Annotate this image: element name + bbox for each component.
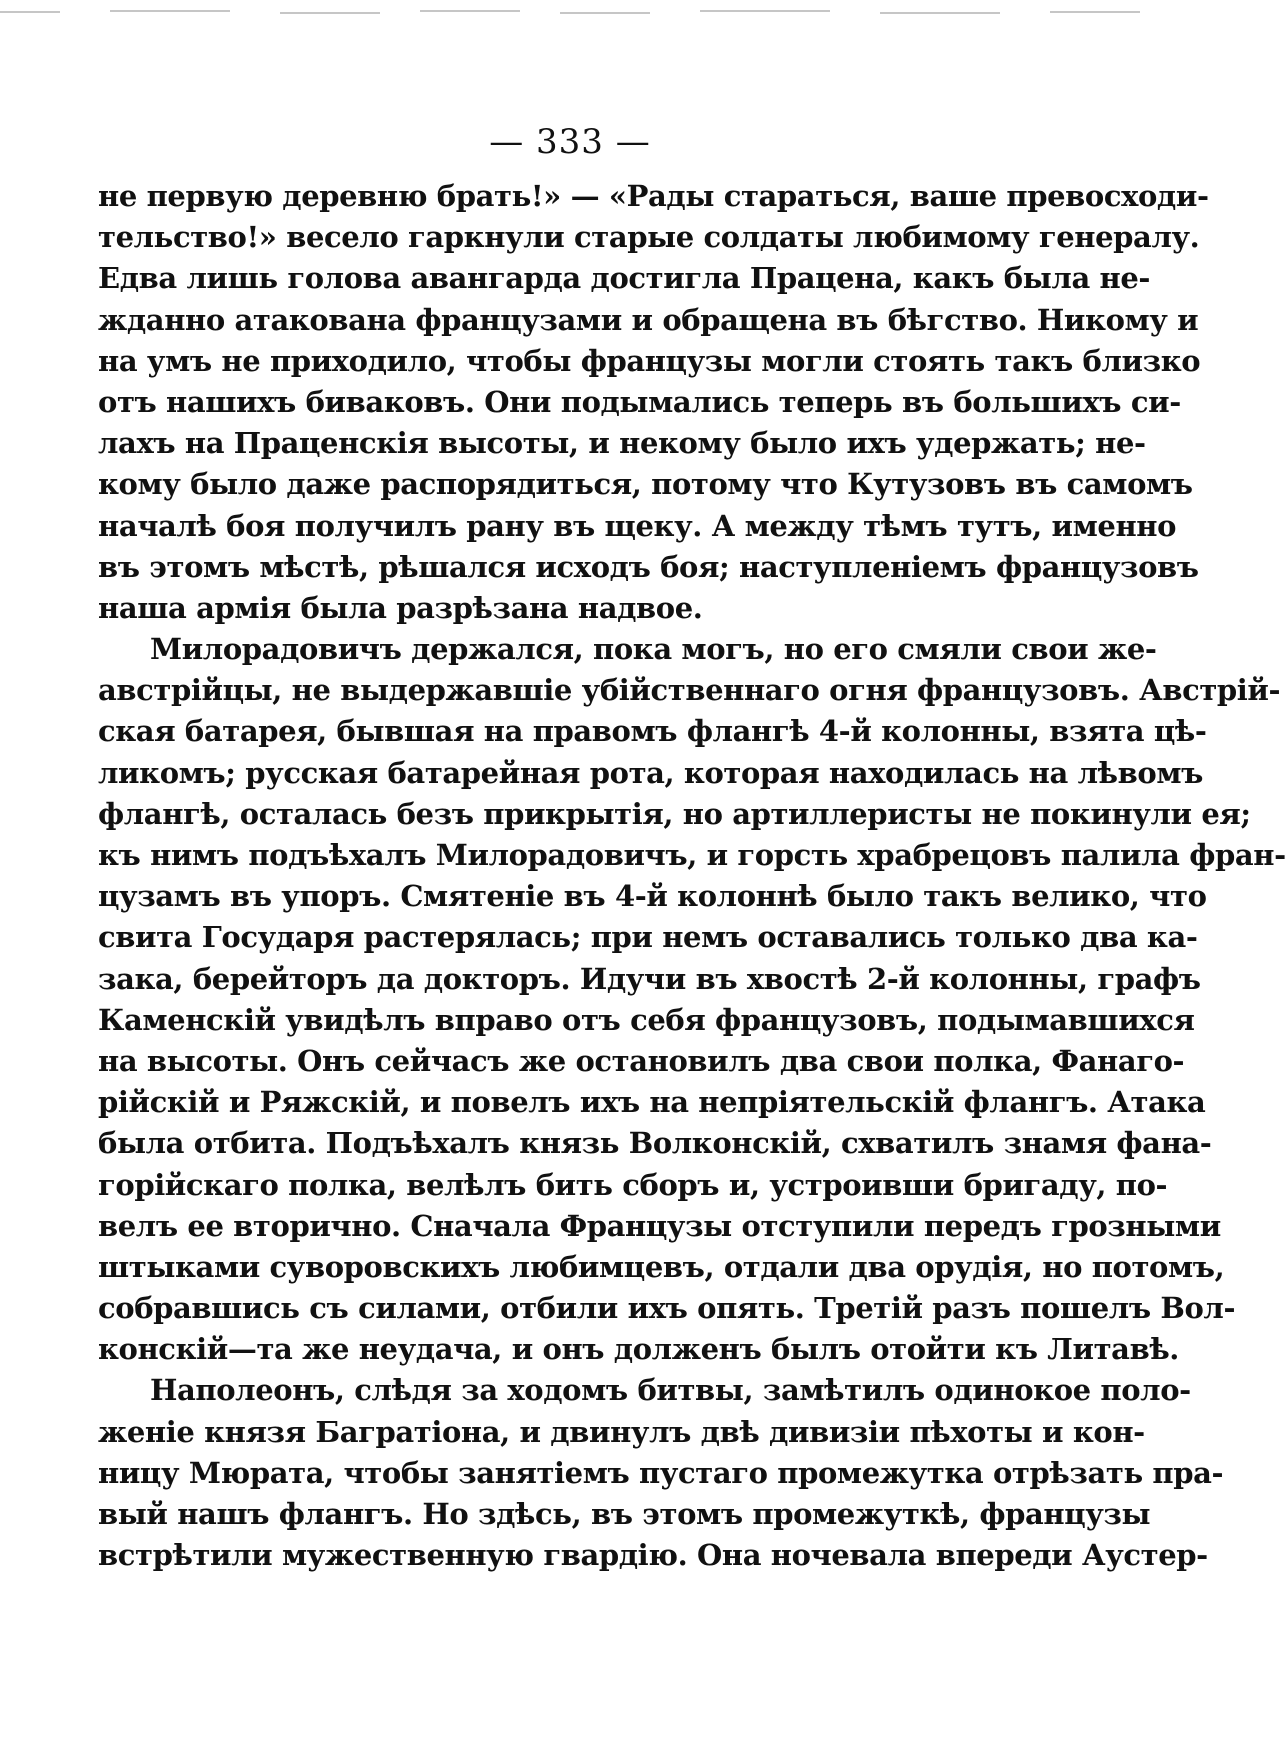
text-line: женіе князя Багратіона, и двинулъ двѣ дивизіи пѣхоты и кон- (98, 1414, 1145, 1449)
text-line: отъ нашихъ биваковъ. Они подымались теперь въ большихъ си- (98, 384, 1181, 419)
page-number: — 333 — (489, 122, 651, 162)
text-line: была отбита. Подъѣхалъ князь Волконскій, схватилъ знамя фана- (98, 1126, 1212, 1161)
paragraph-3 (98, 1370, 1224, 1576)
text-line: флангѣ, осталась безъ прикрытія, но артиллеристы не покинули ея; (98, 796, 1251, 831)
text-line: велъ ее вторично. Сначала Французы отступили передъ грозными (98, 1208, 1221, 1243)
text-line: на умъ не приходило, чтобы французы могли стоять такъ близко (98, 343, 1201, 378)
text-line: Милорадовичъ держался, пока могъ, но его смяли свои же- (150, 632, 1157, 667)
text-line: не первую деревню брать!» — «Рады стараться, ваше превосходи- (98, 179, 1209, 213)
text-line: къ нимъ подъѣхалъ Милорадовичъ, и горсть храбрецовъ палила фран- (98, 838, 1286, 872)
text-line: на высоты. Онъ сейчасъ же остановилъ два свои полка, Фанаго- (98, 1043, 1185, 1078)
text-line: лахъ на Праценскія высоты, и некому было ихъ удержать; не- (98, 426, 1146, 461)
text-line: конскій—та же неудача, и онъ долженъ былъ отойти къ Литавѣ. (98, 1332, 1180, 1367)
scan-top-edge-marks (0, 8, 1140, 18)
text-line: вый нашъ флангъ. Но здѣсь, въ этомъ промежуткѣ, французы (98, 1497, 1151, 1531)
body-text (98, 176, 1286, 1576)
text-line: жданно атакована французами и обращена въ бѣгство. Никому и (98, 302, 1199, 337)
paragraph-2 (98, 629, 1286, 1370)
text-line: встрѣтили мужественную гвардію. Она ночевала впереди Аустер- (98, 1538, 1208, 1573)
text-line: тельство!» весело гаркнули старые солдаты любимому генералу. (98, 220, 1200, 255)
text-line: свита Государя растерялась; при немъ оставались только два ка- (98, 920, 1198, 955)
text-line: въ этомъ мѣстѣ, рѣшался исходъ боя; наступленіемъ французовъ (98, 549, 1199, 584)
text-line: наша армія была разрѣзана надвое. (98, 590, 703, 625)
text-line: ская батарея, бывшая на правомъ флангѣ 4-й колонны, взята цѣ- (98, 714, 1207, 749)
text-line: рійскій и Ряжскій, и повелъ ихъ на непріятельскій флангъ. Атака (98, 1085, 1206, 1120)
text-line: Едва лишь голова авангарда достигла Працена, какъ была не- (98, 261, 1151, 296)
text-line: собравшись съ силами, отбили ихъ опять. Третій разъ пошелъ Вол- (98, 1291, 1236, 1326)
text-line: штыками суворовскихъ любимцевъ, отдали два орудія, но потомъ, (98, 1249, 1225, 1284)
text-line: ликомъ; русская батарейная рота, которая находилась на лѣвомъ (98, 755, 1203, 790)
text-line: Наполеонъ, слѣдя за ходомъ битвы, замѣтилъ одинокое поло- (150, 1373, 1191, 1408)
text-line: зака, берейторъ да докторъ. Идучи въ хвостѣ 2-й колонны, графъ (98, 961, 1201, 996)
text-line: кому было даже распорядиться, потому что Кутузовъ въ самомъ (98, 467, 1193, 502)
text-line: цузамъ въ упоръ. Смятеніе въ 4-й колоннѣ было такъ велико, что (98, 879, 1207, 914)
text-line: горійскаго полка, велѣлъ бить сборъ и, устроивши бригаду, по- (98, 1167, 1168, 1202)
text-line: началѣ боя получилъ рану въ щеку. А между тѣмъ тутъ, именно (98, 508, 1177, 543)
paragraph-1 (98, 176, 1209, 629)
text-line: Каменскій увидѣлъ вправо отъ себя французовъ, подымавшихся (98, 1002, 1195, 1037)
text-line: австрійцы, не выдержавшіе убійственнаго огня французовъ. Австрій- (98, 673, 1281, 708)
text-line: ницу Мюрата, чтобы занятіемъ пустаго промежутка отрѣзать пра- (98, 1455, 1224, 1490)
